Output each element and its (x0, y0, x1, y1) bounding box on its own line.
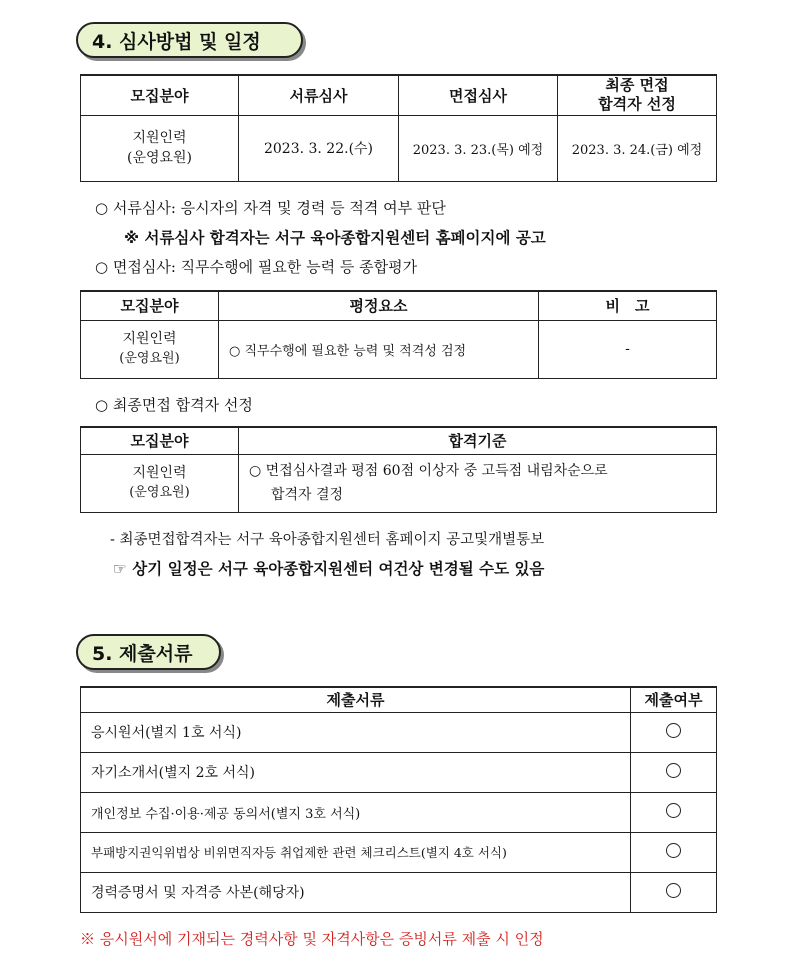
footnote-text: ※ 응시원서에 기재되는 경력사항 및 자격사항은 증빙서류 제출 시 인정 (80, 930, 544, 948)
final-notice-text: - 최종면접합격자는 서구 육아종합지원센터 홈페이지 공고및개별통보 (110, 532, 545, 548)
section-4-title-text: 4. 심사방법 및 일정 (92, 31, 261, 53)
final-field-line1: 지원인력 (132, 465, 187, 481)
schedule-doc-date: 2023. 3. 22.(수) (239, 115, 399, 181)
section-5-title-text: 5. 제출서류 (92, 643, 193, 665)
schedule-header-final-line1: 최종 면접 (605, 76, 669, 95)
section-5-title (76, 634, 221, 670)
eval-field-line1: 지원인력 (122, 331, 177, 347)
schedule-field-line1: 지원인력 (132, 130, 187, 146)
evaluation-table (80, 290, 717, 379)
document-name: 부패방지권익위법상 비위면직자등 취업제한 관련 체크리스트(별지 4호 서식) (81, 832, 631, 872)
schedule-header-final-line2: 합격자 선정 (598, 95, 676, 114)
table-row (81, 792, 717, 832)
submitted-cell (631, 792, 717, 832)
final-header-field: 모집분야 (81, 427, 239, 454)
schedule-header-field: 모집분야 (81, 75, 239, 115)
document-name: 자기소개서(별지 2호 서식) (81, 752, 631, 792)
final-criteria-cell (239, 454, 717, 512)
submitted-cell (631, 872, 717, 912)
document-name: 개인정보 수집·이용·제공 동의서(별지 3호 서식) (81, 792, 631, 832)
eval-field-cell (81, 320, 219, 378)
circle-icon (666, 723, 681, 738)
eval-note-cell: - (539, 320, 717, 378)
circle-icon (666, 843, 681, 858)
eval-element-cell: ○ 직무수행에 필요한 능력 및 적격성 검정 (219, 320, 539, 378)
table-row (81, 712, 717, 752)
schedule-header-final (558, 75, 717, 115)
document-name: 응시원서(별지 1호 서식) (81, 712, 631, 752)
final-criteria-line2: 합격자 결정 (271, 487, 344, 503)
section-4-title (76, 22, 303, 58)
circle-icon (666, 883, 681, 898)
schedule-change-notice: ☞ 상기 일정은 서구 육아종합지원센터 여건상 변경될 수도 있음 (113, 560, 545, 578)
schedule-interview-date: 2023. 3. 23.(목) 예정 (399, 115, 558, 181)
circle-icon (666, 763, 681, 778)
eval-header-element: 평정요소 (219, 291, 539, 320)
schedule-header-doc: 서류심사 (239, 75, 399, 115)
final-criteria-line1: ○ 면접심사결과 평점 60점 이상자 중 고득점 내림차순으로 (249, 463, 608, 479)
document-name: 경력증명서 및 자격증 사본(해당자) (81, 872, 631, 912)
eval-header-field: 모집분야 (81, 291, 219, 320)
eval-header-note: 비 고 (539, 291, 717, 320)
schedule-table (80, 74, 717, 182)
doc-review-text: ○ 서류심사: 응시자의 자격 및 경력 등 적격 여부 판단 (95, 199, 446, 217)
submitted-cell (631, 712, 717, 752)
final-table (80, 426, 717, 513)
schedule-field-line2: (운영요원) (126, 150, 193, 166)
documents-table (80, 686, 717, 913)
table-row (81, 832, 717, 872)
final-field-cell (81, 454, 239, 512)
documents-header-name: 제출서류 (81, 687, 631, 712)
table-row (81, 872, 717, 912)
documents-header-submitted: 제출여부 (631, 687, 717, 712)
schedule-final-date: 2023. 3. 24.(금) 예정 (558, 115, 717, 181)
submitted-cell (631, 752, 717, 792)
schedule-field-cell (81, 115, 239, 181)
doc-review-notice: ※ 서류심사 합격자는 서구 육아종합지원센터 홈페이지에 공고 (124, 229, 546, 247)
interview-text: ○ 면접심사: 직무수행에 필요한 능력 등 종합평가 (95, 258, 418, 276)
eval-field-line2: (운영요원) (119, 351, 180, 366)
table-row (81, 752, 717, 792)
final-selection-text: ○ 최종면접 합격자 선정 (95, 396, 253, 414)
submitted-cell (631, 832, 717, 872)
circle-icon (666, 803, 681, 818)
final-header-criteria: 합격기준 (239, 427, 717, 454)
schedule-header-interview: 면접심사 (399, 75, 558, 115)
final-field-line2: (운영요원) (129, 485, 190, 500)
